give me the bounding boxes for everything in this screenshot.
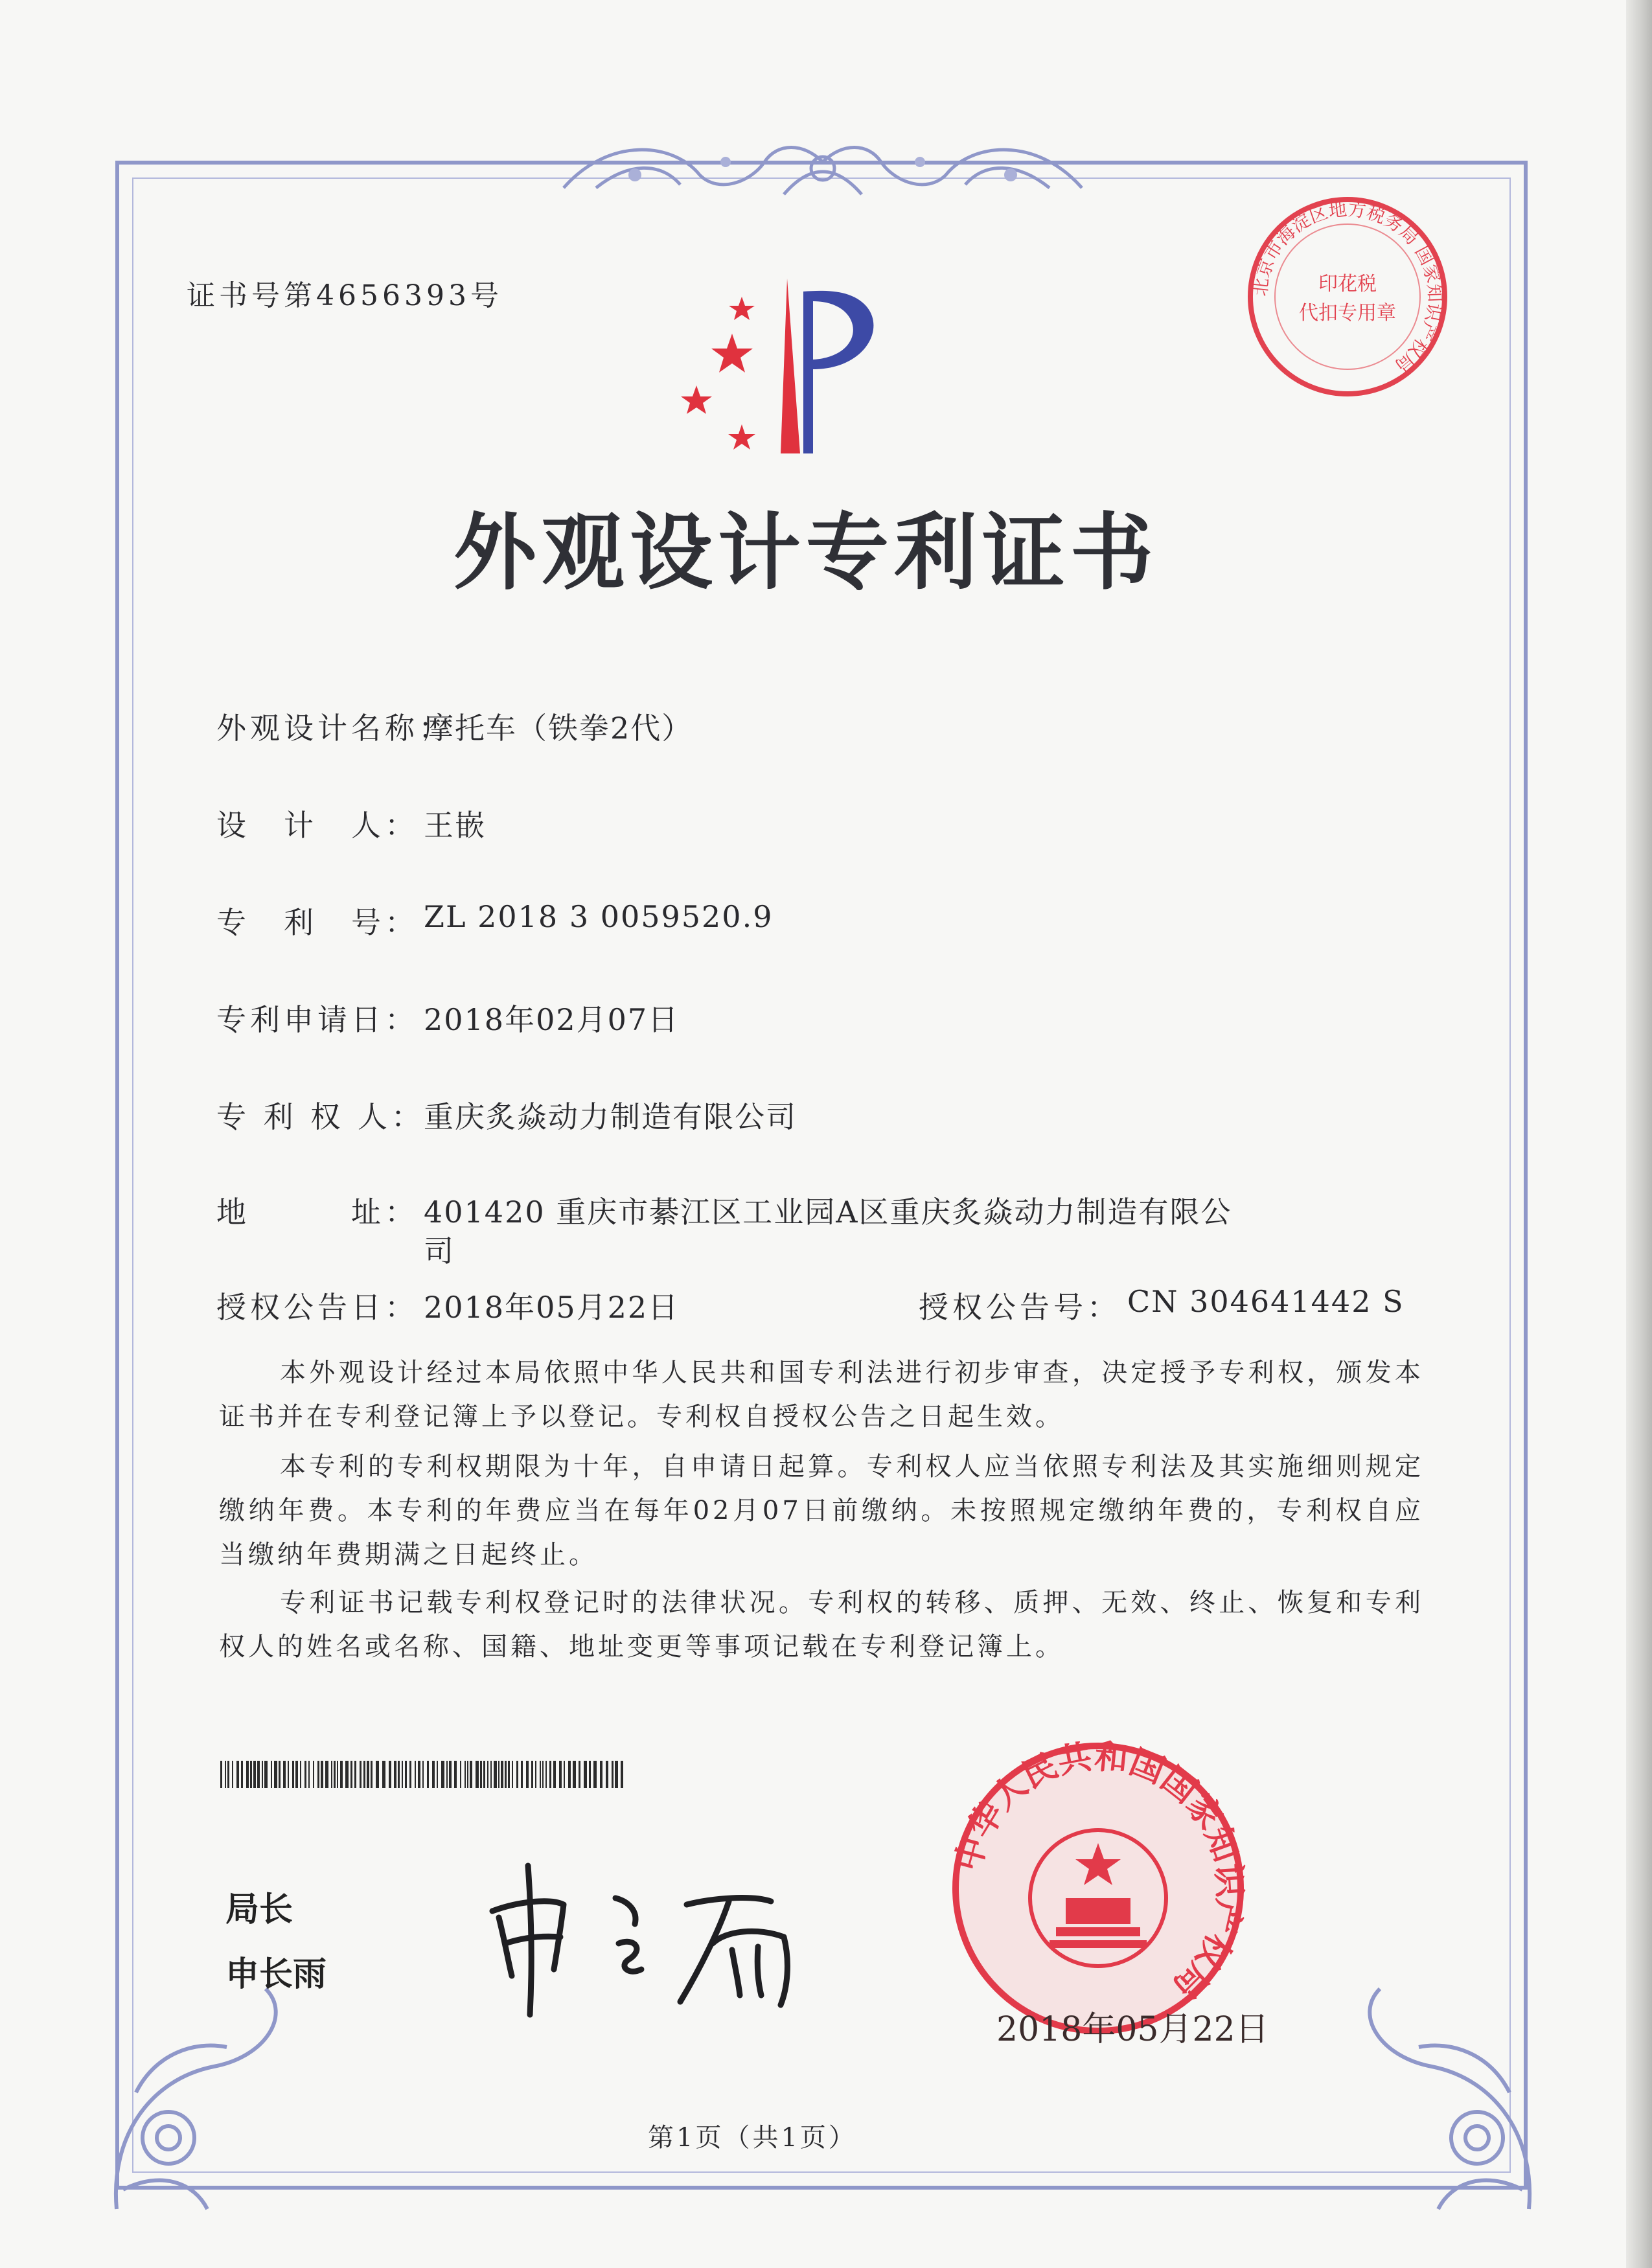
barcode-bar <box>354 1761 356 1788</box>
barcode-bar <box>295 1761 298 1788</box>
barcode-bar <box>225 1761 226 1788</box>
corner-ornament-left <box>97 1976 311 2222</box>
page-indicator: 第1页（共1页） <box>648 2123 857 2153</box>
barcode-bar <box>564 1761 565 1788</box>
barcode-bar <box>331 1761 332 1788</box>
barcode-bar <box>279 1761 281 1788</box>
barcode-bar <box>476 1761 479 1788</box>
barcode-bar <box>325 1761 328 1788</box>
barcode-bar <box>334 1761 336 1788</box>
barcode-bar <box>535 1761 536 1788</box>
barcode-bar <box>321 1761 323 1788</box>
barcode-bar <box>398 1761 400 1788</box>
barcode-bar <box>465 1761 466 1788</box>
barcode-bar <box>508 1761 510 1788</box>
barcode-bar <box>345 1761 349 1788</box>
barcode-bar <box>540 1761 541 1788</box>
barcode-bar <box>542 1761 544 1788</box>
barcode-bar <box>449 1761 452 1788</box>
barcode-bar <box>621 1761 623 1788</box>
barcode-bar <box>402 1761 403 1788</box>
barcode-bar <box>363 1761 365 1788</box>
body-paragraph-2: 本专利的专利权期限为十年，自申请日起算。专利权人应当依照专利法及其实施细则规定缴纳年费。本专利的年费应当在每年02月07日前缴纳。未按照规定缴纳年费的，专利权自应当缴纳年费期满之日起终止。 <box>219 1452 1424 1570</box>
tax-stamp <box>1244 193 1451 400</box>
patentee-label: 专 利 权 人： <box>216 1099 425 1134</box>
barcode-bar <box>292 1761 294 1788</box>
certificate-title: 外观设计专利证书 <box>453 504 1159 601</box>
designer-label: 设 计 人： <box>216 808 419 843</box>
barcode-bar <box>559 1761 562 1788</box>
svg-text:代扣专用章: 代扣专用章 <box>1299 302 1396 325</box>
design-name-value: 摩托车（铁拳2代） <box>424 711 693 746</box>
barcode-bar <box>516 1761 518 1788</box>
barcode-bar <box>232 1761 233 1788</box>
barcode-bar <box>304 1761 306 1788</box>
barcode <box>220 1761 625 1788</box>
barcode-bar <box>264 1761 268 1788</box>
certificate-number: 证书号第4656393号 <box>187 279 503 312</box>
barcode-bar <box>593 1761 597 1788</box>
barcode-bar <box>454 1761 457 1788</box>
barcode-bar <box>313 1761 314 1788</box>
barcode-bar <box>367 1761 369 1788</box>
grant-date-label: 授权公告日： <box>216 1290 419 1325</box>
barcode-bar <box>288 1761 289 1788</box>
barcode-bar <box>422 1761 424 1788</box>
barcode-bar <box>480 1761 482 1788</box>
barcode-bar <box>360 1761 361 1788</box>
barcode-bar <box>246 1761 249 1788</box>
barcode-bar <box>376 1761 379 1788</box>
barcode-bar <box>405 1761 407 1788</box>
filing-date-label: 专利申请日： <box>216 1002 419 1037</box>
barcode-bar <box>531 1761 533 1788</box>
handwritten-signature <box>479 1840 829 2021</box>
design-name-label: 外观设计名称： <box>216 711 452 746</box>
patent-number-value: ZL 2018 3 0059520.9 <box>424 899 774 934</box>
patent-office-logo <box>680 272 920 460</box>
barcode-bar <box>418 1761 420 1788</box>
barcode-bar <box>382 1761 385 1788</box>
address-value-line2: 司 <box>424 1233 455 1268</box>
barcode-bar <box>498 1761 499 1788</box>
barcode-bar <box>371 1761 373 1788</box>
barcode-bar <box>432 1761 435 1788</box>
grant-number-value: CN 304641442 S <box>1127 1284 1405 1319</box>
barcode-bar <box>257 1761 260 1788</box>
barcode-bar <box>409 1761 411 1788</box>
barcode-bar <box>573 1761 576 1788</box>
barcode-bar <box>589 1761 591 1788</box>
body-paragraph-1: 本外观设计经过本局依照中华人民共和国专利法进行初步审查，决定授予专利权，颁发本证书并在专利登记簿上予以登记。专利权自授权公告之日起生效。 <box>219 1358 1424 1432</box>
svg-text:印花税: 印花税 <box>1318 273 1377 295</box>
barcode-bar <box>487 1761 488 1788</box>
signatory-name: 申长雨 <box>225 1955 327 1994</box>
top-ornament <box>557 123 1088 207</box>
filing-date-value: 2018年02月07日 <box>424 1002 680 1037</box>
barcode-bar <box>271 1761 272 1788</box>
barcode-bar <box>612 1761 614 1788</box>
national-ipa-seal <box>946 1736 1250 2041</box>
signatory-role: 局长 <box>225 1890 293 1929</box>
barcode-bar <box>494 1761 497 1788</box>
barcode-bar <box>274 1761 277 1788</box>
address-label: 地 址： <box>216 1195 419 1230</box>
barcode-bar <box>600 1761 602 1788</box>
seal-ring-text: 中华人民共和国国家知识产权局 <box>948 1736 1250 2007</box>
barcode-bar <box>467 1761 468 1788</box>
barcode-bar <box>250 1761 252 1788</box>
barcode-bar <box>389 1761 391 1788</box>
barcode-bar <box>394 1761 396 1788</box>
barcode-bar <box>483 1761 485 1788</box>
barcode-bar <box>553 1761 556 1788</box>
barcode-bar <box>262 1761 263 1788</box>
seal-date: 2018年05月22日 <box>996 2010 1269 2049</box>
barcode-bar <box>317 1761 319 1788</box>
grant-date-value: 2018年05月22日 <box>424 1290 680 1325</box>
barcode-bar <box>308 1761 310 1788</box>
barcode-bar <box>236 1761 239 1788</box>
barcode-bar <box>253 1761 256 1788</box>
barcode-bar <box>579 1761 580 1788</box>
barcode-bar <box>568 1761 571 1788</box>
designer-value: 王嵌 <box>424 808 486 843</box>
barcode-bar <box>350 1761 352 1788</box>
barcode-bar <box>441 1761 444 1788</box>
barcode-bar <box>526 1761 529 1788</box>
barcode-bar <box>490 1761 492 1788</box>
barcode-bar <box>415 1761 416 1788</box>
barcode-bar <box>606 1761 608 1788</box>
address-value-line1: 401420 重庆市綦江区工业园A区重庆炙焱动力制造有限公 <box>424 1195 1232 1230</box>
barcode-bar <box>300 1761 301 1788</box>
barcode-bar <box>584 1761 587 1788</box>
barcode-bar <box>446 1761 448 1788</box>
barcode-bar <box>227 1761 229 1788</box>
barcode-bar <box>545 1761 547 1788</box>
barcode-bar <box>470 1761 472 1788</box>
barcode-bar <box>241 1761 243 1788</box>
barcode-bar <box>549 1761 551 1788</box>
grant-number-label: 授权公告号： <box>919 1290 1121 1325</box>
barcode-bar <box>437 1761 438 1788</box>
barcode-bar <box>283 1761 286 1788</box>
barcode-bar <box>460 1761 461 1788</box>
barcode-bar <box>615 1761 618 1788</box>
barcode-bar <box>501 1761 503 1788</box>
patent-number-label: 专 利 号： <box>216 905 419 940</box>
barcode-bar <box>340 1761 343 1788</box>
corner-ornament-right <box>1335 1976 1548 2222</box>
patentee-value: 重庆炙焱动力制造有限公司 <box>424 1099 797 1134</box>
barcode-bar <box>512 1761 513 1788</box>
barcode-bar <box>220 1761 222 1788</box>
barcode-bar <box>337 1761 338 1788</box>
barcode-bar <box>521 1761 523 1788</box>
paper-edge <box>1626 0 1652 2268</box>
barcode-bar <box>505 1761 507 1788</box>
barcode-bar <box>427 1761 429 1788</box>
tax-stamp-ring-text: 北京市海淀区地方税务局 国家知识产权局 <box>1249 198 1446 376</box>
body-paragraph-3: 专利证书记载专利权登记时的法律状况。专利权的转移、质押、无效、终止、恢复和专利权人的姓名或名称、国籍、地址变更等事项记载在专利登记簿上。 <box>219 1588 1424 1662</box>
